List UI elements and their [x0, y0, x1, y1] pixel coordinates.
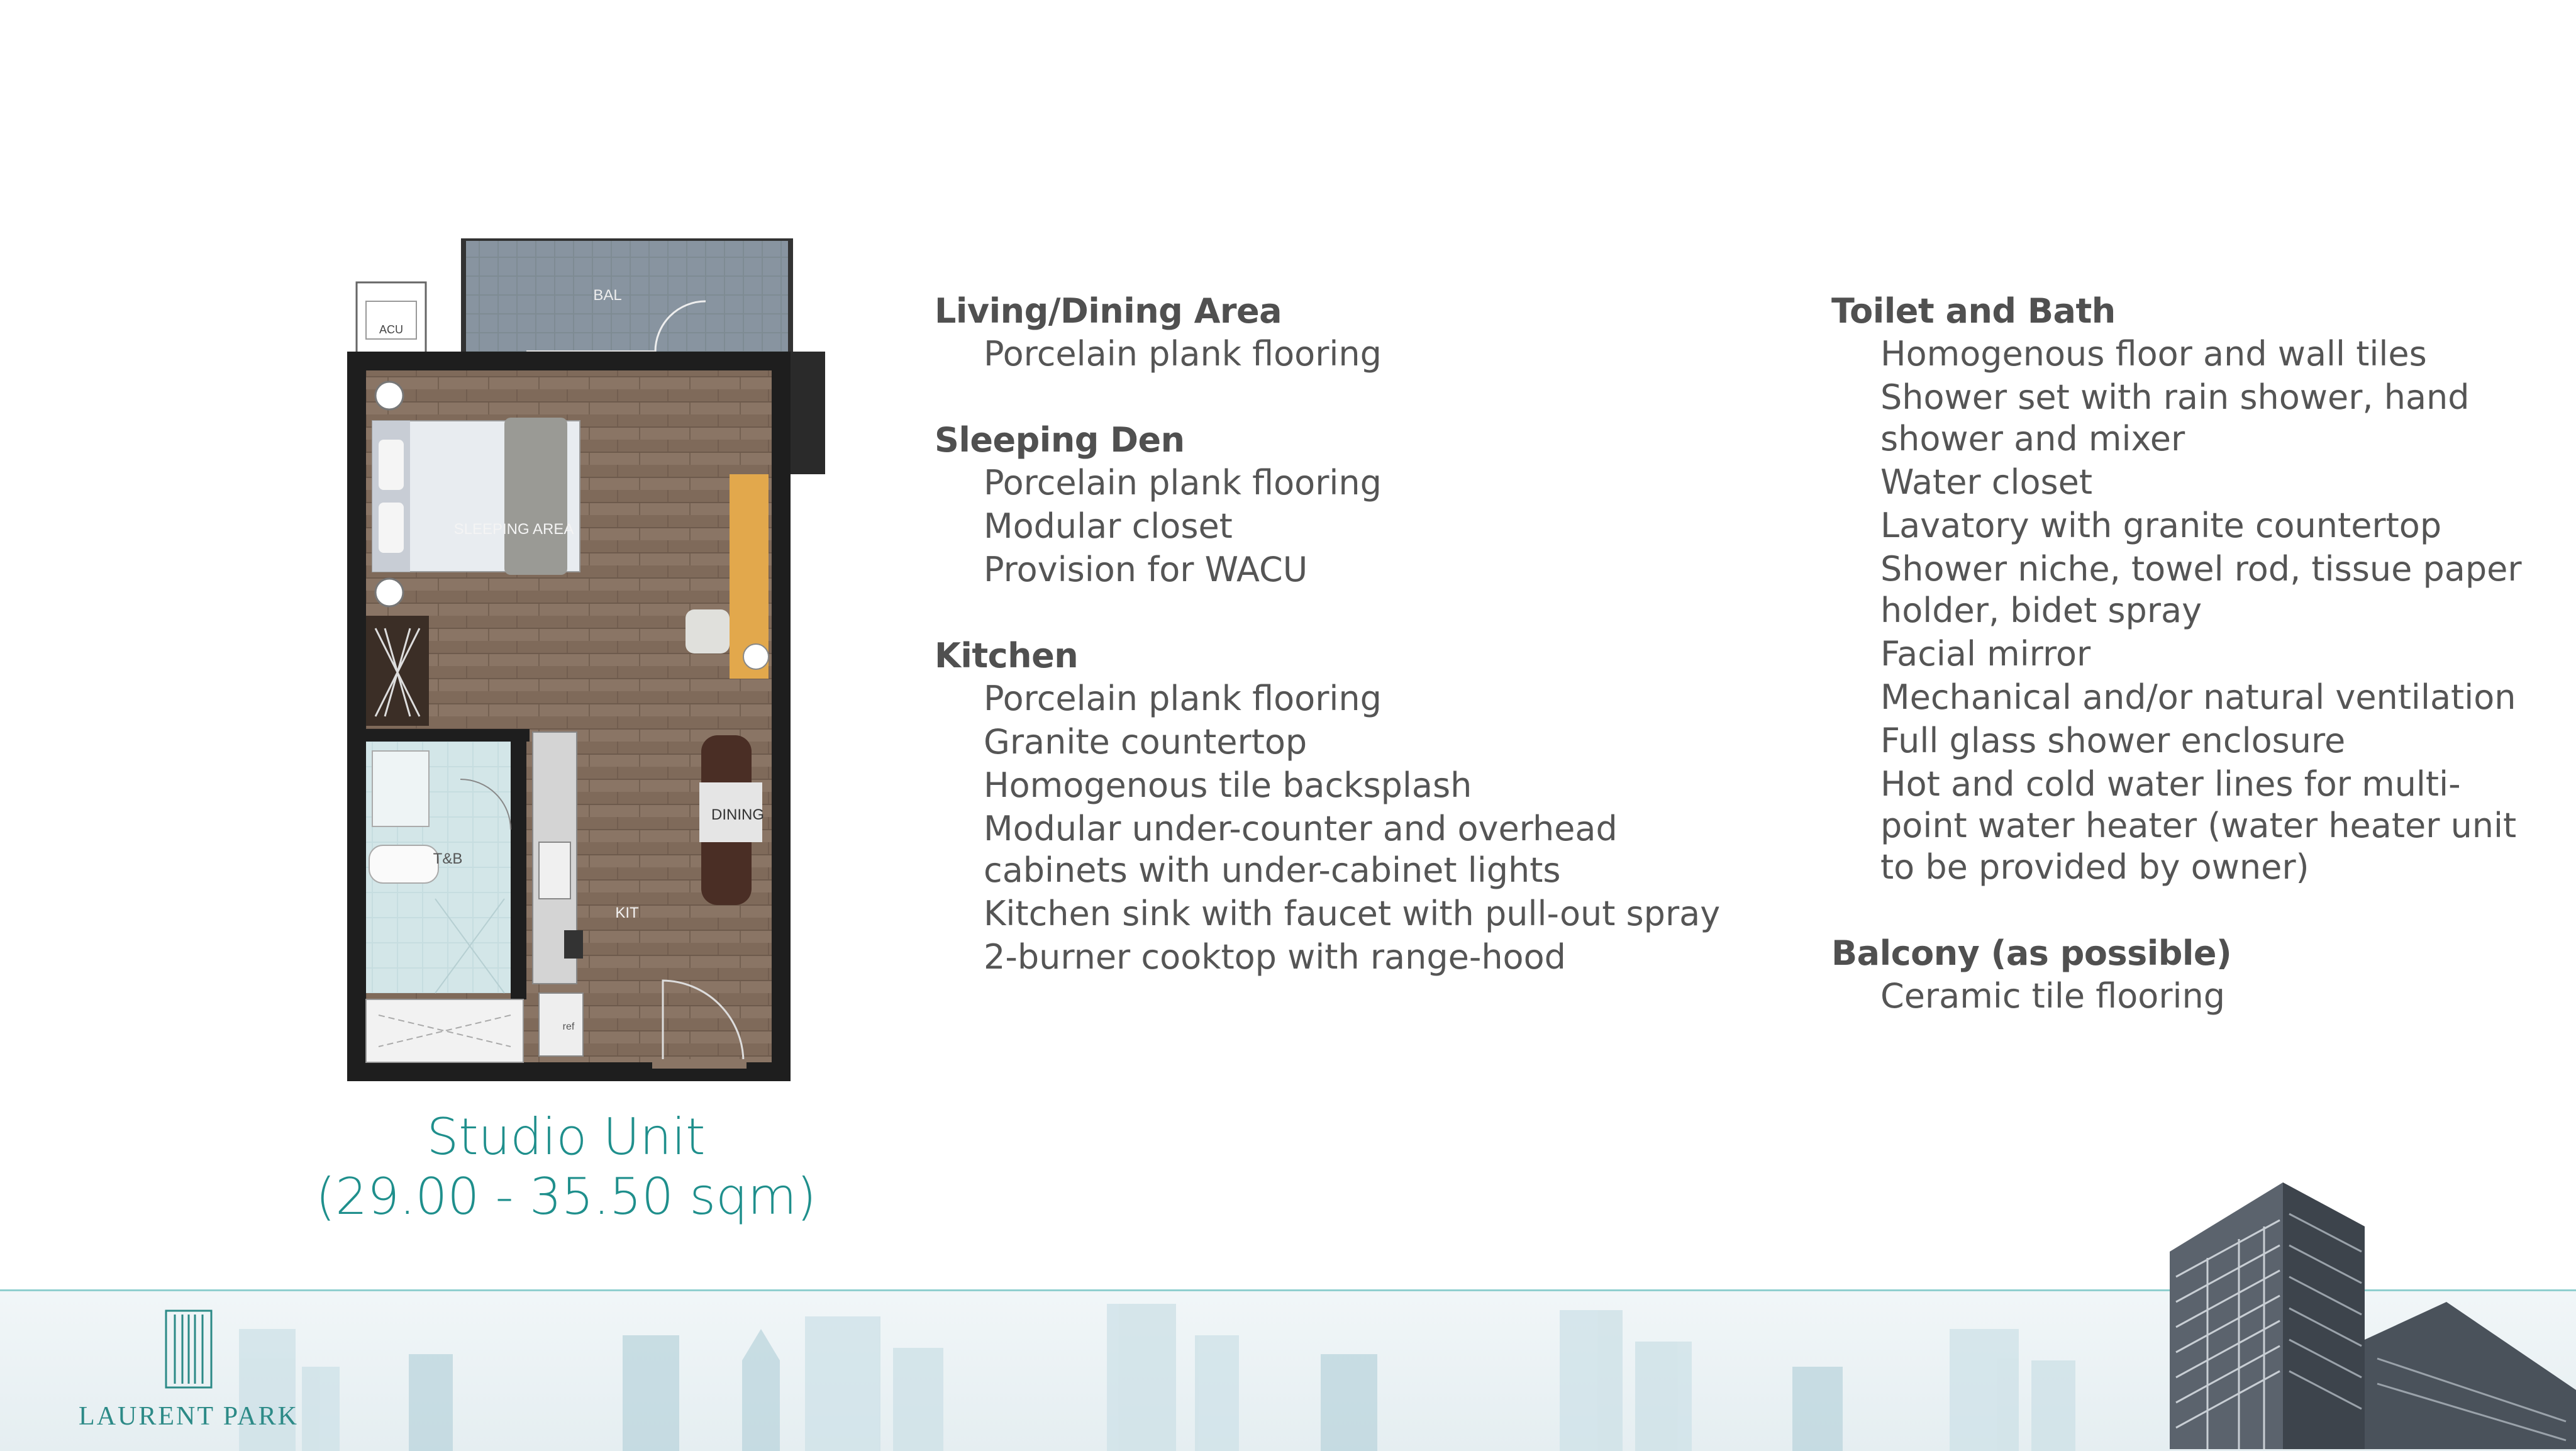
spec-section-toilet — [1831, 289, 2523, 888]
spec-item: Facial mirror — [1880, 634, 2091, 674]
dining-label: DINING — [711, 806, 764, 823]
kit-label: KIT — [615, 904, 639, 921]
spec-item: Modular under-counter and overhead cabinets with under-cabinet lights — [984, 809, 1618, 890]
spec-heading: Sleeping Den — [935, 420, 1185, 460]
tb-label: T&B — [433, 850, 463, 867]
floor-plan — [347, 238, 825, 1081]
floor-plan-drawing — [347, 238, 825, 1081]
spec-item: Water closet — [1880, 462, 2093, 502]
brand-name: LAURENT PARK — [79, 1402, 299, 1431]
unit-caption — [314, 1107, 818, 1226]
balcony-area — [464, 238, 791, 355]
acu-box — [357, 282, 426, 358]
spec-item: Granite countertop — [984, 722, 1307, 762]
specs-left-column — [935, 289, 1752, 1021]
acu-label: ACU — [379, 323, 404, 336]
spec-heading: Toilet and Bath — [1831, 291, 2116, 331]
unit-size: (29.00 - 35.50 sqm) — [315, 1167, 816, 1226]
spec-heading: Kitchen — [935, 636, 1079, 675]
spec-section-living — [935, 289, 1752, 375]
spec-item: Mechanical and/or natural ventilation — [1880, 677, 2516, 717]
spec-section-kitchen — [935, 634, 1752, 978]
ref-label: ref — [562, 1021, 575, 1032]
spec-item: Homogenous floor and wall tiles — [1880, 334, 2427, 374]
spec-item: Modular closet — [984, 506, 1233, 546]
spec-item: Lavatory with granite countertop — [1880, 506, 2442, 545]
balcony-label: BAL — [593, 287, 622, 304]
spec-item: Kitchen sink with faucet with pull-out spray — [984, 894, 1721, 933]
spec-heading: Balcony (as possible) — [1831, 933, 2232, 973]
tower-building-graphic — [2094, 1182, 2576, 1449]
spec-heading: Living/Dining Area — [935, 291, 1282, 331]
spec-item: Porcelain plank flooring — [984, 463, 1382, 503]
logo-mark-icon — [164, 1308, 214, 1390]
unit-name: Studio Unit — [426, 1108, 706, 1166]
spec-section-sleeping — [935, 418, 1752, 591]
sleeping-area-label: SLEEPING AREA — [453, 521, 574, 538]
spec-item: Provision for WACU — [984, 550, 1308, 589]
spec-item: Shower set with rain shower, hand shower and mixer — [1880, 377, 2470, 459]
laurent-park-logo — [69, 1308, 308, 1440]
spec-item: Shower niche, towel rod, tissue paper holder, bidet spray — [1880, 549, 2522, 630]
spec-item: Ceramic tile flooring — [1880, 976, 2226, 1016]
specs-right-column — [1831, 289, 2523, 1060]
spec-item: Full glass shower enclosure — [1880, 721, 2346, 760]
spec-item: Hot and cold water lines for multi-point water heater (water heater unit to be provided by owner) — [1880, 764, 2517, 887]
spec-section-balcony — [1831, 931, 2523, 1017]
spec-item: Porcelain plank flooring — [984, 679, 1382, 718]
spec-item: Homogenous tile backsplash — [984, 765, 1472, 805]
spec-item: 2-burner cooktop with range-hood — [984, 937, 1566, 977]
spec-item: Porcelain plank flooring — [984, 334, 1382, 374]
